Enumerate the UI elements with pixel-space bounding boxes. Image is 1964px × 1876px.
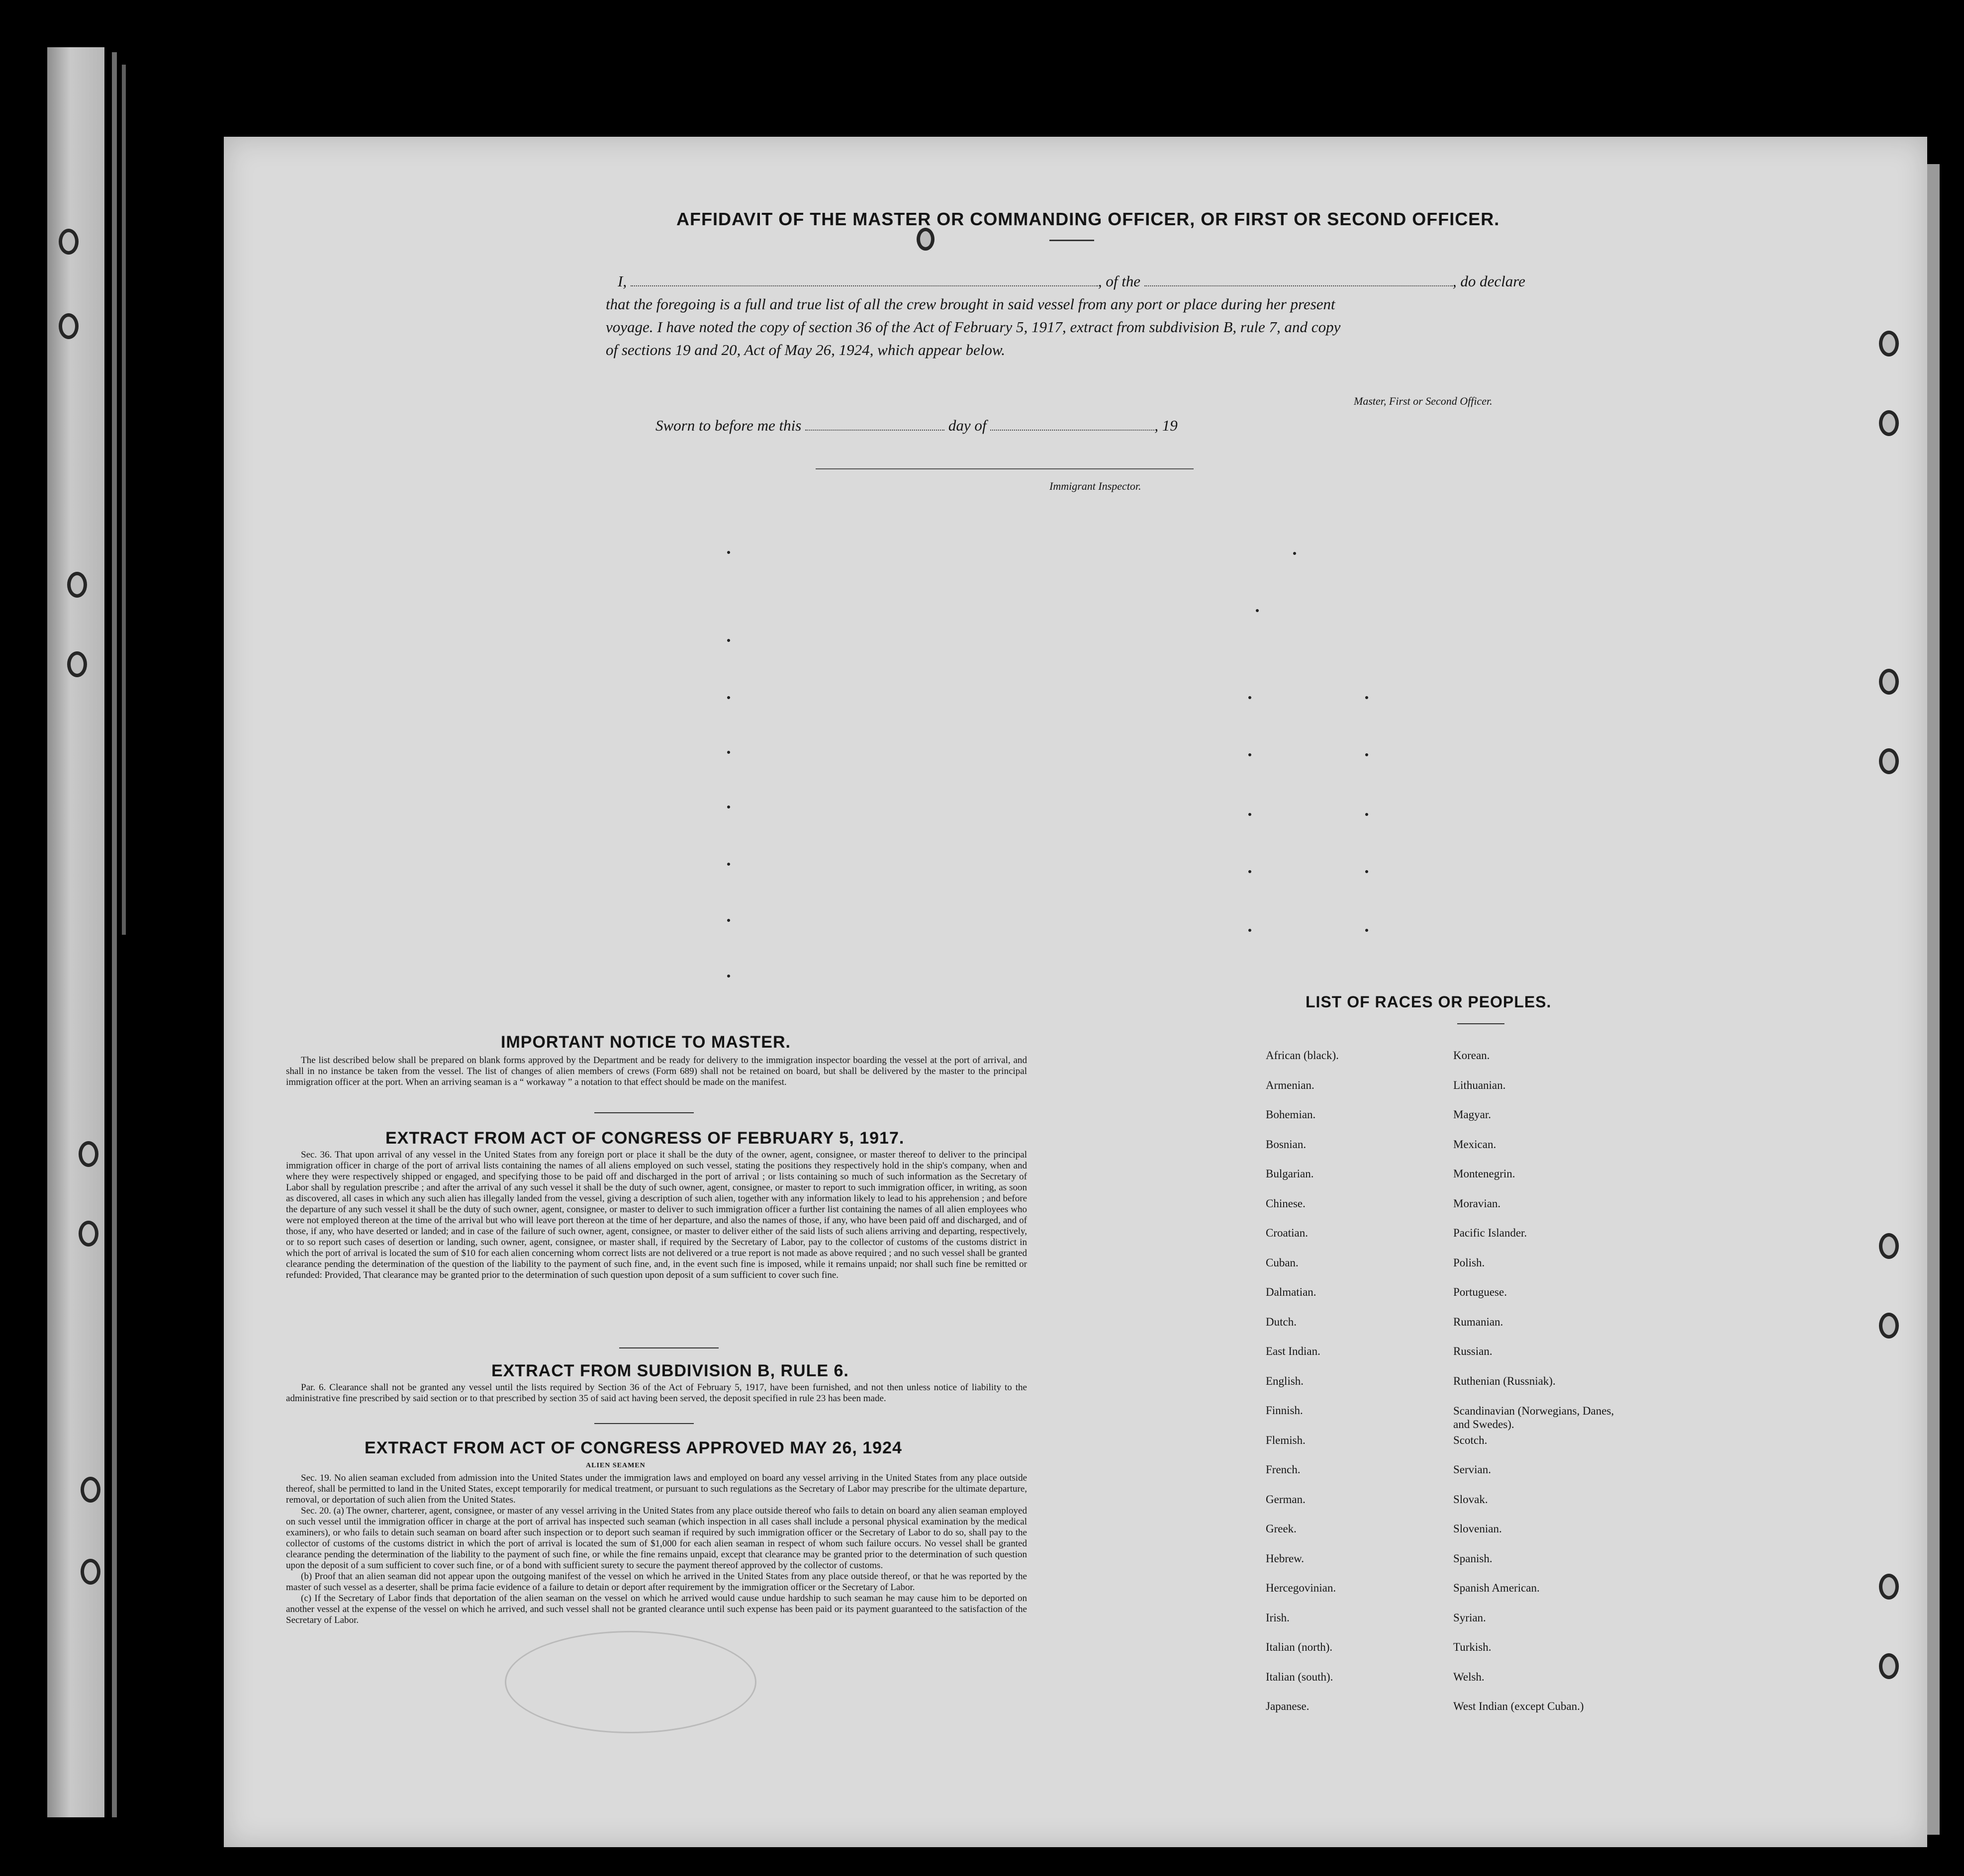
extract-1924-text [286,1473,1027,1626]
race-item: Pacific Islander. [1453,1227,1527,1239]
punch-hole [1879,410,1899,436]
race-item: Korean. [1453,1049,1490,1062]
punch-hole [1879,331,1899,357]
races-title-rule [1457,1023,1504,1024]
section-36-paragraph: Sec. 36. That upon arrival of any vessel in the United States from any foreign port or place it shall be the duty of the owner, agent, consignee, or master thereof to deliver to the principal immigration officer in charge of the port of arrival lists containing the names of all aliens employed on such vessel, stating the positions they respectively hold in the ship's company, when and where they were respectively shipped or engaged, and specifying those to be paid off and discharged in the port of arrival ; or lists containing so much of such information as the Secretary of Labor shall by regulation prescribe ; and after the arrival of any such vessel it shall be the duty of such owner, agent, consignee, or master to report to such immigration officer, in writing, as soon as discovered, all cases in which any such alien has illegally landed from the vessel, giving a description of such alien, together with any information likely to lead to his apprehension ; and before the departure of any such vessel it shall be the duty of such owner, agent, consignee, or master to deliver to such immigration officer a further list containing the names of all alien employees who were not employed thereon at the time of the arrival but who will leave port thereon at the time of her departure, and also the names of those, if any, who have been paid off and discharged, and of those, if any, who have deserted or landed; and in case of the failure of such owner, agent, consignee, or master to deliver either of the said lists of such aliens arriving and departing, respectively, or to so report such cases of desertion or landing, such owner, agent, consignee, or master shall, if required by the Secretary of Labor, pay to the collector of customs of the customs district in which the port of arrival is located the sum of $10 for each alien concerning whom correct lists are not delivered or a true report is not made as above required ; and no such vessel shall be granted clearance pending the determination of the question of the liability to the payment of such fine, and, in the event such fine is imposed, while it remains unpaid; nor shall such fine be remitted or refunded: Provided, That clearance may be granted prior to the determination of such question upon deposit of a sum sufficient to cover such fine. [286,1150,1027,1280]
race-item: Armenian. [1266,1079,1314,1091]
ditto-mark [1293,552,1296,555]
race-item: East Indian. [1266,1345,1320,1357]
punch-hole [67,572,87,598]
race-item: Ruthenian (Russniak). [1453,1375,1556,1387]
punch-hole [1879,1574,1899,1600]
race-item: French. [1266,1463,1301,1476]
section-rule [619,1347,719,1348]
declaration-line [618,272,1525,290]
race-item: Slovenian. [1453,1522,1502,1535]
ditto-mark [1248,929,1251,932]
punch-hole [81,1477,100,1503]
ditto-mark [1248,753,1251,756]
race-item: African (black). [1266,1049,1339,1062]
i-label: I, [618,272,627,290]
race-item: Turkish. [1453,1641,1492,1653]
subdivision-title: EXTRACT FROM SUBDIVISION B, RULE 6. [491,1361,849,1380]
race-item: Greek. [1266,1522,1297,1535]
race-item: Scandinavian (Norwegians, Danes, and Swedes). [1453,1405,1614,1430]
notice-paragraph: The list described below shall be prepared on blank forms approved by the Department and be ready for delivery to the immigration inspector boarding the vessel at the port of arrival, and shall in no instance be taken from the vessel. The list of changes of alien members of crews (Form 689) shall not be retained on board, but shall be delivered by the master to the principal immigration officer at the port. When an arriving seaman is a “ workaway ” a notation to that effect should be made on the manifest. [286,1055,1027,1087]
race-item: Dalmatian. [1266,1286,1316,1298]
race-item: West Indian (except Cuban.) [1453,1700,1584,1712]
section-rule [594,1112,694,1113]
ditto-mark [727,696,730,699]
punch-hole [1879,1313,1899,1339]
section-20a-paragraph: Sec. 20. (a) The owner, charterer, agent, consignee, or master of any vessel arriving in the United States from any place outside thereof who fails to detain on board any alien seaman employed on such vessel until the immigration officer in charge at the port of arrival has inspected such seaman (which inspection in all cases shall include a personal physical examination by the medical examiners), or who fails to detain such seaman on board after such inspection or to deport such seaman if required by such immigration officer or the Secretary of Labor to do so, shall pay to the collector of customs of the customs district in which the port of arrival is located the sum of $1,000 for each alien seaman in respect of whom such failure occurs. No vessel shall be granted clearance pending the determination of the liability to the payment of such fine, or while the fine remains unpaid, except that clearance may be granted prior to the determination of such question upon the deposit of a sum sufficient to cover such fine, or of a bond with sufficient surety to secure the payment thereof approved by the collector of customs. [286,1506,1027,1571]
binder-strip [47,47,104,1817]
ditto-mark [727,975,730,978]
punch-hole [1879,1653,1899,1679]
inspector-signature-line [816,468,1194,469]
race-item: Portuguese. [1453,1286,1507,1298]
rule-6-paragraph: Par. 6. Clearance shall not be granted any vessel until the lists required by Section 36 of the Act of February 5, 1917, have been furnished, and not then unless notice of liability to the administrative fine prescribed by said section or to that prescribed by section 35 of said act having been served, the deposit specified in rule 23 has been made. [286,1382,1027,1404]
race-item: Welsh. [1453,1671,1485,1683]
race-item: Spanish American. [1453,1582,1540,1594]
year-label: , 19 [1154,417,1178,434]
ditto-mark [1365,696,1368,699]
ditto-mark [1365,753,1368,756]
punch-hole [81,1559,100,1585]
race-item: Japanese. [1266,1700,1309,1712]
race-item: Servian. [1453,1463,1492,1476]
faint-stamp [505,1631,756,1733]
race-item: English. [1266,1375,1304,1387]
race-item: Hercegovinian. [1266,1582,1336,1594]
punch-hole [79,1221,98,1247]
affidavit-title: AFFIDAVIT OF THE MASTER OR COMMANDING OFFICER, OR FIRST OR SECOND OFFICER. [676,209,1500,229]
of-the-label: , of the [1098,272,1141,290]
do-declare-label: , do declare [1452,272,1525,290]
race-item: Flemish. [1266,1434,1306,1446]
races-title: LIST OF RACES OR PEOPLES. [1306,993,1552,1011]
ditto-mark [1248,813,1251,816]
race-item: Lithuanian. [1453,1079,1506,1091]
ditto-mark [1256,609,1259,612]
ditto-mark [1248,870,1251,873]
punch-hole [1879,1233,1899,1259]
race-item: Irish. [1266,1611,1290,1624]
race-item: German. [1266,1493,1306,1506]
punch-hole [59,313,79,339]
extract-1924-title: EXTRACT FROM ACT OF CONGRESS APPROVED MAY 26, 1924 [365,1438,902,1457]
title-rule [1049,240,1094,241]
ditto-mark [727,751,730,754]
punch-hole [1879,669,1899,695]
ditto-mark [1365,929,1368,932]
sworn-label: Sworn to before me this [655,417,802,434]
ditto-mark [727,863,730,866]
sworn-line [655,417,1178,435]
race-item: Bulgarian. [1266,1167,1314,1180]
affidavit-body-line: of sections 19 and 20, Act of May 26, 1924, which appear below. [606,341,1006,358]
race-item: Slovak. [1453,1493,1488,1506]
inspector-label: Immigrant Inspector. [1049,480,1141,492]
race-item: Hebrew. [1266,1552,1305,1565]
subdivision-text [286,1382,1027,1404]
section-20b-paragraph: (b) Proof that an alien seaman did not appear upon the outgoing manifest of the vessel on which he arrived in the United States from any place outside thereof, or that he was reported by the master of such vessel as a deserter, shall be prima facie evidence of a failure to detain or deport after requirement by the immigration officer or the Secretary of Labor. [286,1571,1027,1593]
race-item: Italian (south). [1266,1671,1333,1683]
punch-hole [59,229,79,255]
section-20c-paragraph: (c) If the Secretary of Labor finds that deportation of the alien seaman on the vessel on which he arrived would cause undue hardship to such seaman he may cause him to be deported on another vessel at the expense of the vessel on which he arrived, and such vessel shall not be granted clearance until such expense has been paid or its payment guaranteed to the satisfaction of the Secretary of Labor. [286,1593,1027,1625]
race-item: Croatian. [1266,1227,1308,1239]
affidavit-body-line: voyage. I have noted the copy of section 36 of the Act of February 5, 1917, extract from subdivision B, rule 7, and copy [606,318,1341,336]
race-item: Rumanian. [1453,1316,1503,1328]
punch-hole [917,228,935,251]
alien-seamen-subhead: ALIEN SEAMEN [586,1462,646,1469]
race-item: Syrian. [1453,1611,1486,1624]
ditto-mark [727,919,730,922]
race-item: Magyar. [1453,1108,1492,1121]
master-signature-label: Master, First or Second Officer. [1354,395,1493,407]
ditto-mark [727,805,730,808]
race-item: Moravian. [1453,1197,1501,1210]
race-item: Finnish. [1266,1404,1303,1417]
race-item: Cuban. [1266,1256,1299,1269]
section-19-paragraph: Sec. 19. No alien seaman excluded from admission into the United States under the immigration laws and employed on board any vessel arriving in the United States from any place outside thereof, shall be permitted to land in the United States, except temporarily for medical treatment, or pursuant to such regulations as the Secretary of Labor may prescribe for the ultimate departure, removal, or deportation of such alien from the United States. [286,1473,1027,1505]
master-name-blank [631,273,1098,286]
binder-strip-edge-inner [122,65,126,935]
day-of-label: day of [948,417,987,434]
punch-hole [79,1141,98,1167]
ditto-mark [1365,813,1368,816]
race-item: Mexican. [1453,1138,1496,1151]
race-item: Italian (north). [1266,1641,1333,1653]
punch-hole [67,651,87,677]
extract-1917-text [286,1150,1027,1281]
section-rule [594,1423,694,1424]
month-blank [990,418,1154,431]
ditto-mark [1365,870,1368,873]
race-item: Bosnian. [1266,1138,1307,1151]
race-item: Russian. [1453,1345,1493,1357]
punch-hole [1879,748,1899,774]
notice-title: IMPORTANT NOTICE TO MASTER. [501,1033,791,1052]
affidavit-body-line: that the foregoing is a full and true list of all the crew brought in said vessel from any port or place during her present [606,295,1335,313]
ditto-mark [1248,696,1251,699]
ditto-mark [727,639,730,642]
race-item: Spanish. [1453,1552,1493,1565]
day-blank [805,418,944,431]
race-item: Scotch. [1453,1434,1488,1446]
vessel-name-blank [1144,273,1453,286]
extract-1917-title: EXTRACT FROM ACT OF CONGRESS OF FEBRUARY 5, 1917. [385,1129,905,1148]
race-item: Montenegrin. [1453,1167,1515,1180]
race-item: Dutch. [1266,1316,1297,1328]
ditto-mark [727,551,730,554]
notice-text [286,1055,1027,1088]
binder-strip-edge [112,52,117,1817]
race-item: Polish. [1453,1256,1485,1269]
race-item: Bohemian. [1266,1108,1316,1121]
race-item: Chinese. [1266,1197,1306,1210]
